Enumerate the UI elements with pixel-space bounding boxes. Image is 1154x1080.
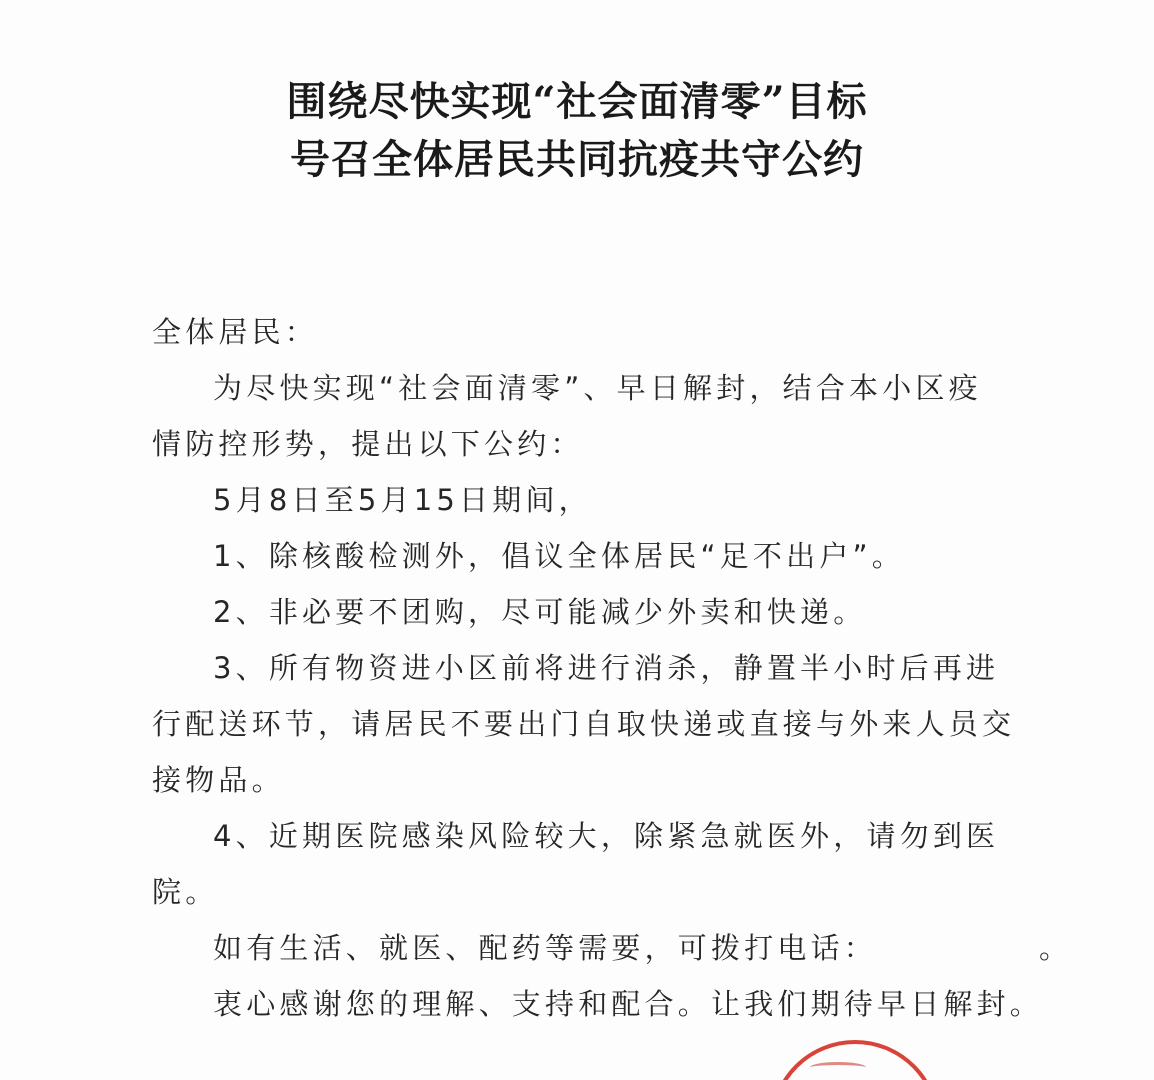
item-3-line-2: 行配送环节，请居民不要出门自取快递或直接与外来人员交 [152, 707, 1016, 741]
seal-text-arc [810, 1062, 866, 1073]
contact-prefix: 如有生活、就医、配药等需要，可拨打电话： [213, 931, 878, 965]
thanks-line: 衷心感谢您的理解、支持和配合。让我们期待早日解封。 [213, 987, 1044, 1021]
item-3-line-1: 3、所有物资进小区前将进行消杀，静置半小时后再进 [213, 651, 1000, 685]
contact-line [213, 928, 1072, 968]
red-seal-stamp [770, 1040, 940, 1080]
title-line-2: 号召全体居民共同抗疫共守公约 [290, 136, 864, 183]
intro-line-2: 情防控形势，提出以下公约： [152, 427, 584, 461]
item-3-line-3: 接物品。 [152, 763, 285, 797]
title-line-1: 围绕尽快实现“社会面清零”目标 [286, 78, 868, 125]
item-4-line-1: 4、近期医院感染风险较大，除紧急就医外，请勿到医 [213, 819, 1000, 853]
item-1: 1、除核酸检测外，倡议全体居民“足不出户”。 [213, 539, 905, 573]
contact-suffix: 。 [1039, 931, 1073, 965]
item-4-line-2: 院。 [152, 875, 219, 909]
period-line: 5月8日至5月15日期间， [213, 483, 592, 517]
item-2: 2、非必要不团购，尽可能减少外卖和快递。 [213, 595, 867, 629]
salutation: 全体居民： [152, 315, 319, 349]
intro-line-1: 为尽快实现“社会面清零”、早日解封，结合本小区疫 [213, 371, 982, 405]
